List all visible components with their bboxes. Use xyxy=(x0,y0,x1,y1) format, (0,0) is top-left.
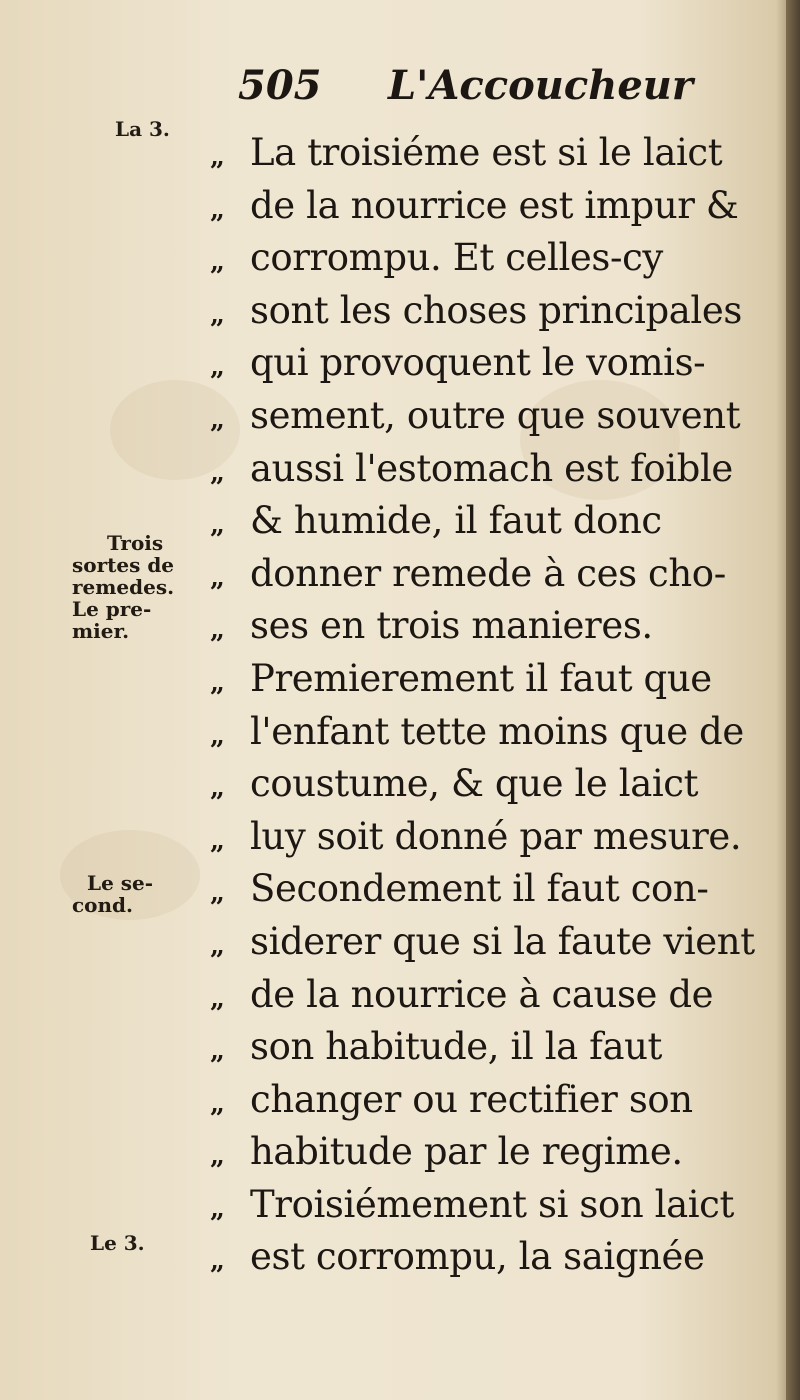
line-text: l'enfant tette moins que de xyxy=(250,709,744,753)
quote-mark: „ xyxy=(210,142,225,172)
margin-note xyxy=(72,872,222,916)
line-text: corrompu. Et celles-cy xyxy=(250,236,663,280)
quote-mark: „ xyxy=(210,720,225,751)
quote-mark: „ xyxy=(210,773,225,804)
quote-mark: „ xyxy=(210,510,225,541)
quote-mark: „ xyxy=(210,667,225,698)
text-line xyxy=(210,127,785,180)
line-text: donner remede à ces cho- xyxy=(250,551,726,595)
text-line xyxy=(210,653,785,706)
margin-note-line: La 3. xyxy=(115,117,170,141)
quote-mark: „ xyxy=(210,1193,225,1224)
text-line xyxy=(210,1021,785,1074)
text-line xyxy=(210,1074,785,1127)
quote-mark: „ xyxy=(210,1036,225,1067)
line-text: aussi l'estomach est foible xyxy=(250,446,733,490)
text-line xyxy=(210,758,785,811)
margin-note-line: cond. xyxy=(72,893,134,917)
text-line xyxy=(210,706,785,759)
text-line xyxy=(210,548,785,601)
line-text: de la nourrice est impur & xyxy=(250,183,739,227)
line-text: de la nourrice à cause de xyxy=(250,972,714,1016)
quote-mark: „ xyxy=(210,299,225,330)
margin-note-line: Le se- xyxy=(87,871,154,895)
line-text: changer ou rectifier son xyxy=(250,1077,693,1121)
quote-mark: „ xyxy=(210,930,225,961)
margin-note-line: Trois xyxy=(107,531,164,555)
margin-note-line: Le pre- xyxy=(72,597,152,621)
text-line xyxy=(210,285,785,338)
line-text: ses en trois manieres. xyxy=(250,604,653,648)
quote-mark: „ xyxy=(210,562,225,593)
text-line xyxy=(210,337,785,390)
quote-mark: „ xyxy=(210,1088,225,1119)
margin-note-line: remedes. xyxy=(72,575,175,599)
text-line xyxy=(210,443,785,496)
text-line xyxy=(210,232,785,285)
line-text: sement, outre que souvent xyxy=(250,393,741,437)
text-line xyxy=(210,390,785,443)
line-text: Troisiémement si son laict xyxy=(250,1182,734,1226)
line-text: siderer que si la faute vient xyxy=(250,919,755,963)
running-title: L'Accoucheur xyxy=(388,62,693,109)
line-text: & humide, il faut donc xyxy=(250,499,662,543)
quote-mark: „ xyxy=(210,983,225,1014)
text-line xyxy=(210,600,785,653)
text-line xyxy=(210,180,785,233)
line-text: coustume, & que le laict xyxy=(250,762,699,806)
line-text: Secondement il faut con- xyxy=(250,867,709,911)
quote-mark: „ xyxy=(210,352,225,383)
page-edge-shadow xyxy=(786,0,800,1400)
line-text: luy soit donné par mesure. xyxy=(250,814,742,858)
line-text: est corrompu, la saignée xyxy=(250,1235,705,1279)
quote-mark: „ xyxy=(210,457,225,488)
quote-mark: „ xyxy=(210,825,225,856)
quote-mark: „ xyxy=(210,615,225,646)
text-line xyxy=(210,811,785,864)
page-number: 505 xyxy=(238,62,322,109)
quote-mark: „ xyxy=(210,878,225,909)
quote-mark: „ xyxy=(210,404,225,435)
quote-mark: „ xyxy=(210,247,225,278)
main-text-block xyxy=(210,127,785,1284)
text-line xyxy=(210,495,785,548)
text-line xyxy=(210,863,785,916)
quote-mark: „ xyxy=(210,194,225,225)
text-line xyxy=(210,916,785,969)
margin-note-line: mier. xyxy=(72,619,130,643)
line-text: Premierement il faut que xyxy=(250,656,712,700)
text-line xyxy=(210,969,785,1022)
line-text: habitude par le regime. xyxy=(250,1130,683,1174)
margin-note-line: sortes de xyxy=(72,553,175,577)
text-line xyxy=(210,1179,785,1232)
margin-note xyxy=(72,532,222,642)
line-text: La troisiéme est si le laict xyxy=(250,131,723,174)
text-line xyxy=(210,1231,785,1284)
quote-mark: „ xyxy=(210,1246,225,1277)
line-text: sont les choses principales xyxy=(250,288,742,332)
line-text: son habitude, il la faut xyxy=(250,1025,662,1069)
line-text: qui provoquent le vomis- xyxy=(250,341,706,385)
quote-mark: „ xyxy=(210,1141,225,1172)
text-line xyxy=(210,1126,785,1179)
margin-note-line: Le 3. xyxy=(90,1231,145,1255)
